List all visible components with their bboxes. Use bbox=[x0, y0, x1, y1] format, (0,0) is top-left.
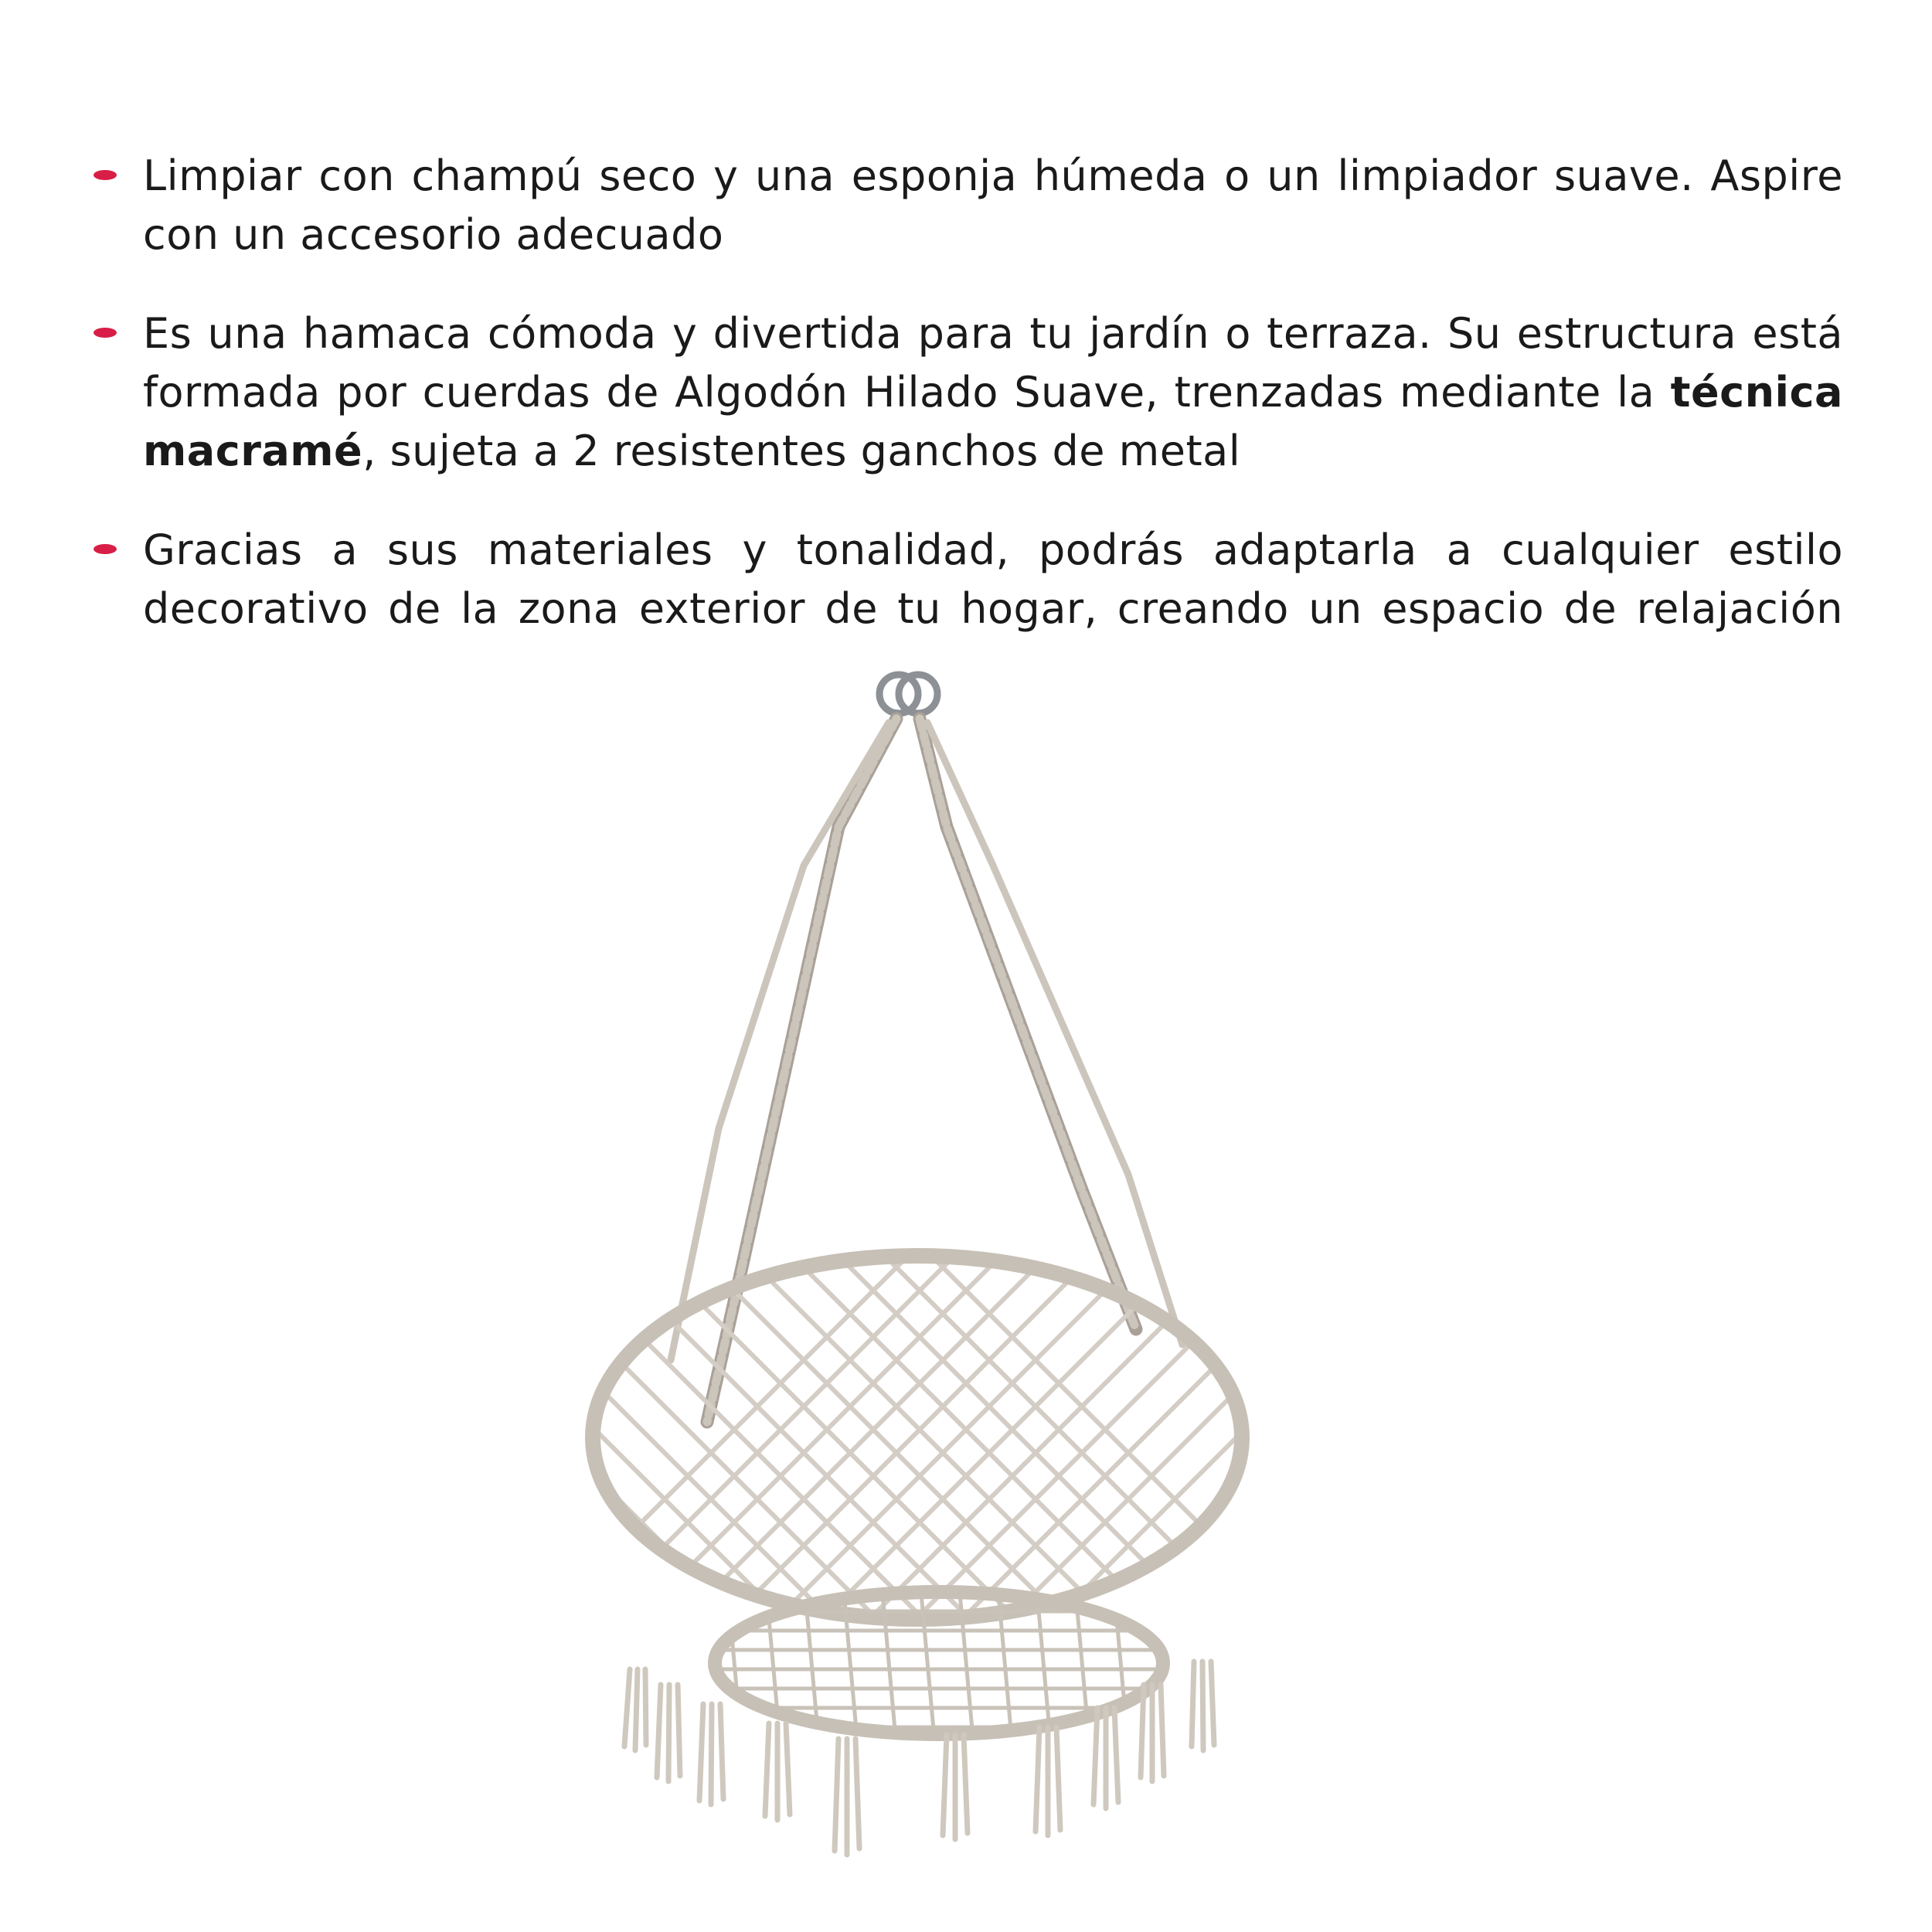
red-dash-bullet-icon bbox=[94, 544, 117, 554]
feature-item-style bbox=[89, 521, 1843, 638]
red-dash-bullet-icon bbox=[94, 170, 117, 180]
feature-highlight: técnica macramé bbox=[143, 368, 1843, 475]
feature-text: Limpiar con champú seco y una esponja húmeda o un limpiador suave. Aspire con un accesorio adecuado bbox=[143, 151, 1843, 259]
feature-text: Gracias a sus materiales y tonalidad, podrás adaptarla a cualquier estilo decorativo de la zona exterior de tu hogar, creando un espacio de relajación bbox=[143, 526, 1843, 633]
feature-item-structure bbox=[89, 304, 1843, 481]
hanging-macrame-chair-image bbox=[564, 665, 1275, 1901]
feature-text: Es una hamaca cómoda y divertida para tu jardín o terraza. Su estructura está formada por cuerdas de Algodón Hilado Suave, trenzadas mediante la bbox=[143, 309, 1843, 417]
red-dash-bullet-icon bbox=[94, 328, 117, 338]
hanging-ring-icon bbox=[879, 675, 937, 713]
feature-item-cleaning bbox=[89, 147, 1843, 264]
suspension-ropes bbox=[671, 719, 1182, 1422]
feature-list bbox=[89, 147, 1843, 638]
feature-text-end: , sujeta a 2 resistentes ganchos de metal bbox=[362, 427, 1241, 475]
